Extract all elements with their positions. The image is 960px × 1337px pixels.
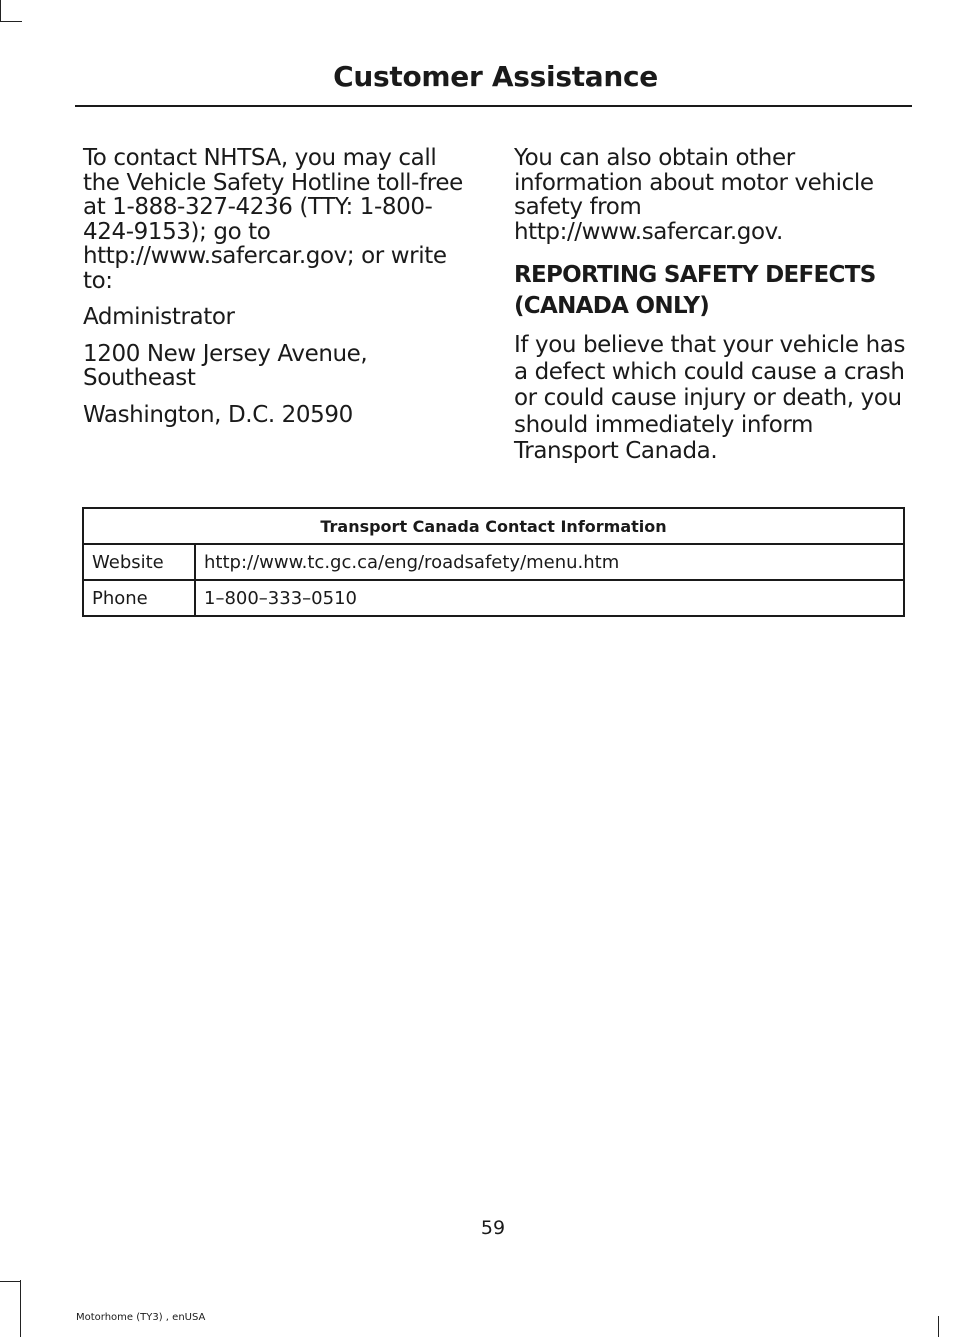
defect-report-paragraph: If you believe that your vehicle has a defect which could cause a crash or could cause injury or death, you should immediately inform Transport Canada. bbox=[514, 332, 906, 464]
page-title: Customer Assistance bbox=[333, 60, 658, 93]
crop-mark bbox=[20, 1280, 21, 1337]
section-heading-line: REPORTING SAFETY DEFECTS bbox=[514, 262, 876, 288]
row-label: Phone bbox=[83, 580, 195, 616]
table-title-row bbox=[83, 508, 904, 544]
section-heading-line: (CANADA ONLY) bbox=[514, 293, 710, 319]
document-label: Motorhome (TY3) , enUSA bbox=[76, 1312, 206, 1323]
nhtsa-contact-paragraph: To contact NHTSA, you may call the Vehicle Safety Hotline toll-free at 1-888-327-4236 (TTY: 1-800-424-9153); go to http://www.safercar.gov; or write to: bbox=[83, 145, 463, 294]
table-title: Transport Canada Contact Information bbox=[83, 508, 904, 544]
safercar-info-paragraph: You can also obtain other information about motor vehicle safety from http://www.safercar.gov. bbox=[514, 145, 874, 245]
table-row bbox=[83, 544, 904, 580]
website-link[interactable]: http://www.tc.gc.ca/eng/roadsafety/menu.htm bbox=[195, 544, 904, 580]
table-row bbox=[83, 580, 904, 616]
phone-number: 1–800–333–0510 bbox=[195, 580, 904, 616]
crop-mark bbox=[938, 1316, 939, 1337]
header-divider bbox=[75, 105, 912, 107]
page-number: 59 bbox=[480, 1217, 506, 1239]
crop-mark bbox=[0, 21, 22, 22]
crop-mark bbox=[0, 1281, 20, 1282]
section-heading bbox=[514, 260, 914, 322]
address-line-recipient: Administrator bbox=[83, 304, 235, 330]
left-column bbox=[83, 146, 478, 439]
row-label: Website bbox=[83, 544, 195, 580]
crop-mark bbox=[0, 0, 1, 22]
transport-canada-contact-table bbox=[82, 507, 905, 617]
address-line-city: Washington, D.C. 20590 bbox=[83, 401, 353, 428]
right-column bbox=[514, 146, 914, 477]
address-line-street: 1200 New Jersey Avenue, Southeast bbox=[83, 340, 368, 391]
